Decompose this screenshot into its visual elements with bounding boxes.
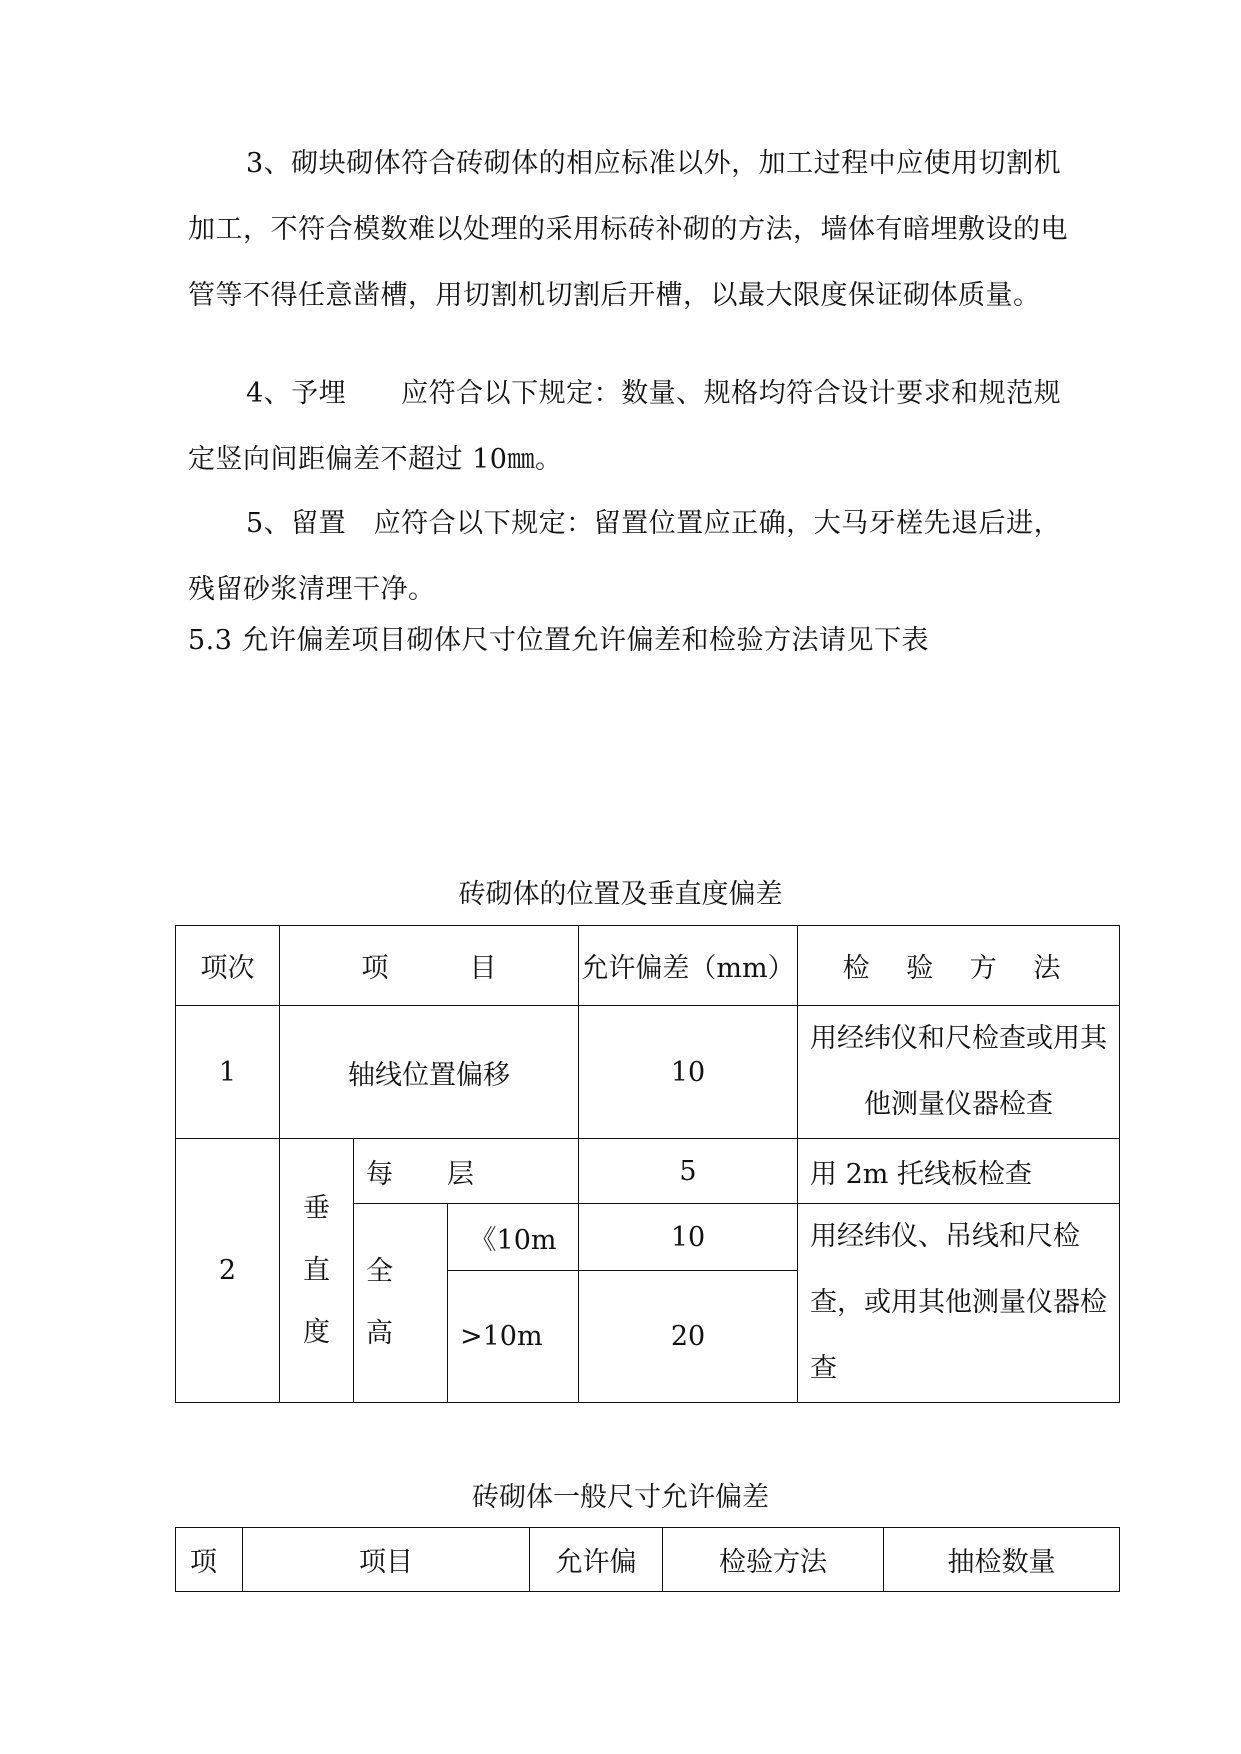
row2-full-height: 全高	[354, 1204, 448, 1403]
table-row	[176, 1006, 1120, 1139]
table2-caption: 砖砌体一般尺寸允许偏差	[472, 1482, 769, 1513]
header-item: 项 目	[280, 926, 579, 1006]
row1-method: 用经纬仪和尺检查或用其他测量仪器检查	[798, 1006, 1120, 1139]
row2-gt10-tolerance: 20	[579, 1271, 798, 1403]
paragraph-3: 3、砌块砌体符合砖砌体的相应标准以外，加工过程中应使用切割机加工，不符合模数难以处理的采用标砖补砌的方法，墙体有暗埋敷设的电管等不得任意凿槽，用切割机切割后开槽，以最大限度保证砌体质量。	[188, 148, 1068, 311]
header-method: 检 验 方 法	[798, 926, 1120, 1006]
paragraph-4: 4、予埋 应符合以下规定：数量、规格均符合设计要求和规范规定竖向间距偏差不超过 10㎜。	[188, 378, 1062, 475]
t2-header-index: 项	[176, 1528, 243, 1592]
row2-lte10-label: 《10m	[448, 1204, 579, 1271]
row2-lte10-tolerance: 10	[579, 1204, 798, 1271]
t2-header-method: 检验方法	[663, 1528, 884, 1592]
header-tolerance: 允许偏差（mm）	[579, 926, 798, 1006]
row2-group-verticality: 垂直度	[280, 1139, 354, 1403]
t2-header-item: 项目	[243, 1528, 530, 1592]
table1-caption: 砖砌体的位置及垂直度偏差	[458, 879, 783, 910]
row2-index: 2	[176, 1139, 280, 1403]
table-row	[176, 1139, 1120, 1204]
section-heading: 5.3 允许偏差项目砌体尺寸位置允许偏差和检验方法请见下表	[188, 625, 930, 656]
paragraph-5: 5、留置 应符合以下规定：留置位置应正确，大马牙槎先退后进，残留砂浆清理干净。	[188, 508, 1062, 605]
row1-item: 轴线位置偏移	[280, 1006, 579, 1139]
table2-header-row	[176, 1528, 1120, 1592]
header-index: 项次	[176, 926, 280, 1006]
row1-index: 1	[176, 1006, 280, 1139]
table-general-dimensions	[175, 1527, 1120, 1592]
row2-per-floor: 每 层	[354, 1139, 579, 1204]
t2-header-sample: 抽检数量	[884, 1528, 1120, 1592]
t2-header-tolerance: 允许偏	[530, 1528, 663, 1592]
row2-per-floor-method: 用 2m 托线板检查	[798, 1139, 1120, 1204]
row2-per-floor-tolerance: 5	[579, 1139, 798, 1204]
row2-full-height-method: 用经纬仪、吊线和尺检查，或用其他测量仪器检查	[798, 1204, 1120, 1403]
table1-header-row	[176, 926, 1120, 1006]
row2-gt10-label: >10m	[448, 1271, 579, 1403]
table-position-verticality	[175, 925, 1120, 1403]
row1-tolerance: 10	[579, 1006, 798, 1139]
